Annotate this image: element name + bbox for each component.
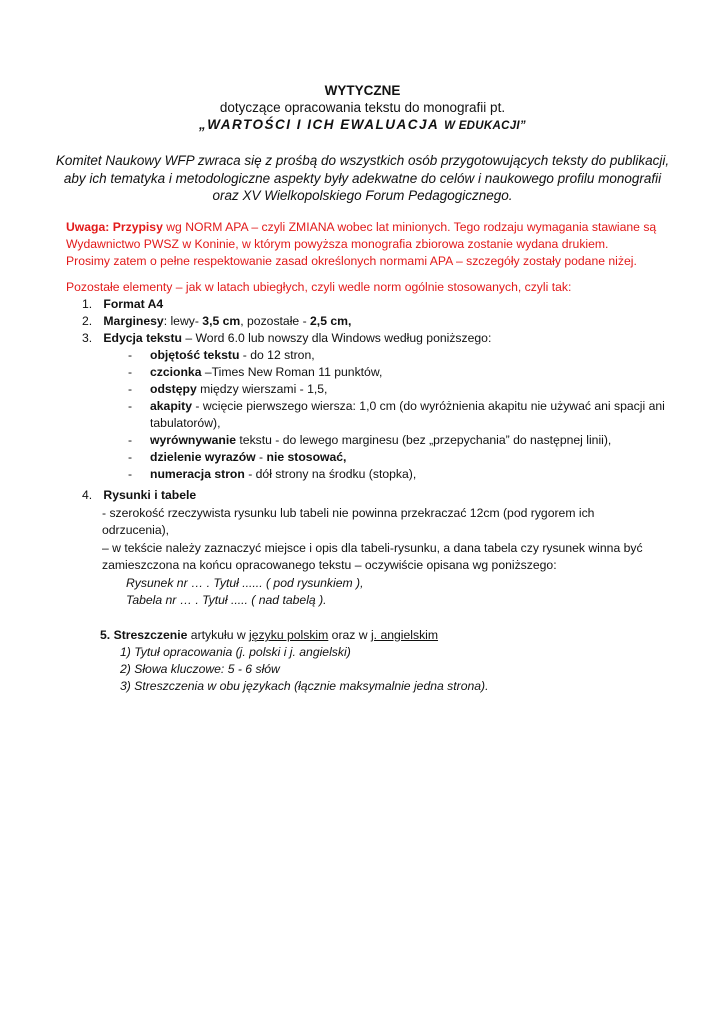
- sub-text: - dół strony na środku (stopka),: [244, 467, 417, 481]
- sub-item: - akapity - wcięcie pierwszego wiersza: 1,0 cm (do wyróżnienia akapitu nie używać ani spacji ani: [128, 399, 665, 413]
- sub-label: akapity: [150, 399, 193, 413]
- sub-item: - numeracja stron - dół strony na środku (stopka),: [128, 467, 417, 481]
- monograph-title: [0, 116, 725, 135]
- intro-line: Komitet Naukowy WFP zwraca się z prośbą do wszystkich osób przygotowujących teksty do publikacji,: [55, 153, 670, 168]
- list-item-format: [66, 296, 676, 313]
- sub-label: odstępy: [150, 382, 197, 396]
- intro-line: oraz XV Wielkopolskiego Forum Pedagogicznego.: [212, 188, 513, 203]
- sub-label: numeracja stron: [150, 467, 245, 481]
- section-heading: [100, 627, 660, 644]
- sub-item: - wyrównywanie tekstu - do lewego marginesu (bez „przepychania” do następnej linii),: [128, 433, 612, 447]
- sub-item: - objętość tekstu - do 12 stron,: [128, 348, 315, 362]
- sub-text: -: [255, 450, 267, 464]
- list-item-text-edit: [66, 330, 676, 347]
- title-block: [0, 82, 725, 135]
- abstract-item: 3) Streszczenia w obu językach (łącznie maksymalnie jedna strona).: [120, 679, 489, 693]
- notice-line: Pozostałe elementy – jak w latach ubiegłych, czyli wedle norm ogólnie stosowanych, czyli tak:: [66, 280, 572, 294]
- list-bold: 2,5 cm,: [310, 314, 352, 328]
- section-figures-tables: [82, 487, 677, 610]
- list-text: oraz w: [328, 628, 371, 642]
- list-number: 2.: [82, 314, 93, 328]
- sub-item: - dzielenie wyrazów - nie stosować,: [128, 450, 347, 464]
- list-number: 5.: [100, 628, 111, 642]
- abstract-item: 1) Tytuł opracowania (j. polski i j. angielski): [120, 645, 351, 659]
- list-text: , pozostałe -: [240, 314, 311, 328]
- section-line: – w tekście należy zaznaczyć miejsce i opis dla tabeli-rysunku, a dana tabela czy rysunek winna być: [102, 540, 643, 555]
- list-label: Marginesy: [103, 314, 164, 328]
- abstract-item: 2) Słowa kluczowe: 5 - 6 słów: [120, 662, 280, 676]
- section-line: zamieszczona na końcu opracowanego tekstu – oczywiście opisana wg poniższego:: [102, 558, 557, 572]
- sub-label: dzielenie wyrazów: [150, 450, 256, 464]
- monograph-title-tail: W EDUKACJI”: [444, 120, 526, 132]
- example-line: Tabela nr … . Tytuł ..... ( nad tabelą ).: [126, 593, 327, 607]
- list-number: 3.: [82, 331, 93, 345]
- sub-text: –Times New Roman 11 punktów,: [201, 365, 383, 379]
- sub-label: wyrównywanie: [150, 433, 237, 447]
- list-text: : lewy-: [163, 314, 203, 328]
- document-subtitle: dotyczące opracowania tekstu do monografii pt.: [219, 100, 506, 115]
- notice-label: Uwaga: Przypisy: [66, 220, 163, 234]
- sub-text: tabulatorów),: [150, 416, 221, 430]
- sub-item-continuation: [128, 415, 676, 432]
- list-number: 4.: [82, 488, 93, 502]
- section-heading: [82, 487, 677, 505]
- sub-text: tekstu - do lewego marginesu (bez „przepychania” do następnej linii),: [236, 433, 612, 447]
- guidelines-list: [66, 279, 676, 483]
- example-line: Rysunek nr … . Tytuł ...... ( pod rysunkiem ),: [126, 575, 364, 590]
- sub-item: - odstępy między wierszami - 1,5,: [128, 382, 328, 396]
- notice-block: [66, 219, 676, 270]
- sub-label: czcionka: [150, 365, 202, 379]
- list-number: 1.: [82, 297, 93, 311]
- list-underlined: języku polskim: [249, 628, 329, 642]
- intro-line: aby ich tematyka i metodologiczne aspekty były adekwatne do celów i naukowego profilu monografii: [63, 170, 662, 186]
- sub-list: [128, 347, 676, 483]
- list-underlined: j. angielskim: [370, 628, 439, 642]
- sub-item: - czcionka –Times New Roman 11 punktów,: [128, 365, 383, 379]
- list-label: Rysunki i tabele: [103, 488, 197, 502]
- notice-line: Prosimy zatem o pełne respektowanie zasad określonych normami APA – szczegóły zostały podane niżej.: [66, 254, 637, 268]
- notice-line: [66, 219, 676, 236]
- sub-label: objętość tekstu: [150, 348, 240, 362]
- sub-text: - wcięcie pierwszego wiersza: 1,0 cm (do wyróżnienia akapitu nie używać ani spacji ani: [192, 399, 665, 413]
- list-label: Streszczenie: [113, 628, 188, 642]
- list-label: Edycja tekstu: [103, 331, 182, 345]
- list-label: Format A4: [103, 297, 164, 311]
- sub-text: - do 12 stron,: [239, 348, 315, 362]
- list-text: – Word 6.0 lub nowszy dla Windows według poniższego:: [181, 331, 492, 345]
- document-title: WYTYCZNE: [324, 83, 401, 98]
- sub-text: między wierszami - 1,5,: [196, 382, 328, 396]
- intro-paragraph: [0, 152, 725, 205]
- list-item-margins: [66, 313, 676, 330]
- list-text: artykułu w: [187, 628, 250, 642]
- notice-text: wg NORM APA – czyli ZMIANA wobec lat minionych. Tego rodzaju wymagania stawiane są: [162, 220, 657, 234]
- section-abstract: [100, 627, 660, 695]
- notice-line: Wydawnictwo PWSZ w Koninie, w którym powyższa monografia zbiorowa zostanie wydana drukiem.: [66, 237, 609, 251]
- sub-bold: nie stosować,: [266, 450, 347, 464]
- section-line: - szerokość rzeczywista rysunku lub tabeli nie powinna przekraczać 12cm (pod rygorem ich: [102, 505, 595, 520]
- monograph-title-main: „WARTOŚCI I ICH EWALUACJA: [199, 117, 439, 132]
- section-line: odrzucenia),: [102, 523, 170, 537]
- list-bold: 3,5 cm: [202, 314, 241, 328]
